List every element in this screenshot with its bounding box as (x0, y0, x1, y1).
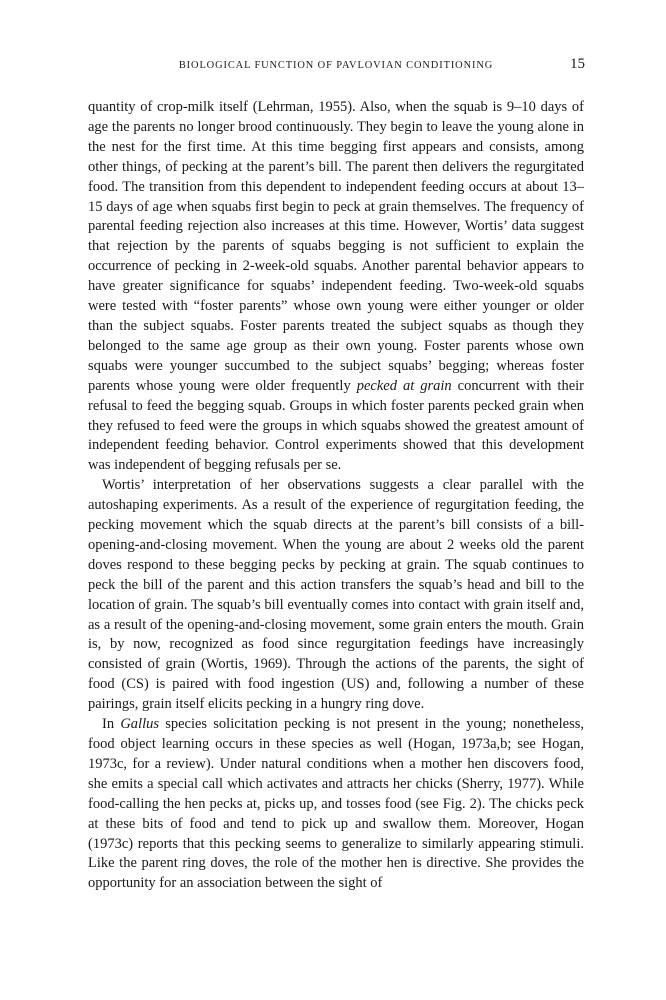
paragraph (88, 715, 584, 894)
italic-text-run: pecked at grain (356, 377, 452, 394)
text-run: quantity of crop-milk itself (Lehrman, 1955). Also, when the squab is 9–10 days of age the parents no longer brood continuously. They begin to leave the young alone in the nest for the first time. At this time begging first appears and consists, among other things, of pecking at the parent’s bill. The parent then delivers the regurgitated food. The transition from this dependent to independent feeding occurs at about 13–15 days of age when squabs first begin to peck at grain themselves. The frequency of parental feeding rejection also increases at this time. However, Wortis’ data suggest that rejection by the parents of squabs begging is not sufficient to explain the occurrence of pecking in 2-week-old squabs. Another parental behavior appears to have greater significance for squabs’ independent feeding. Two-week-old squabs were tested with “foster parents” whose own young were either younger or older than the subject squabs. Foster parents treated the subject squabs as though they belonged to the same age group as their own young. Foster parents whose own squabs were younger succumbed to the subject squabs’ begging; whereas foster parents whose young were older frequently (88, 99, 584, 394)
body-text (88, 98, 584, 894)
text-run: Wortis’ interpretation of her observations suggests a clear parallel with the autoshaping experiments. As a result of the experience of regurgitation feeding, the pecking movement which the squab directs at the parent’s bill consists of a bill-opening-and-closing movement. When the young are about 2 weeks old the parent doves respond to these begging pecks by pecking at grain. The squab continues to peck the bill of the parent and this action transfers the squab’s head and bill to the location of grain. The squab’s bill eventually comes into contact with grain itself and, as a result of the opening-and-closing movement, some grain enters the mouth. Grain is, by now, recognized as food since regurgitation feedings have increasingly consisted of grain (Wortis, 1969). Through the actions of the parents, the sight of food (CS) is paired with food ingestion (US) and, following a number of these pairings, grain itself elicits pecking in a hungry ring dove. (88, 477, 584, 713)
running-head (88, 58, 584, 80)
paragraph (88, 476, 584, 715)
paragraph (88, 98, 584, 476)
text-run: concurrent with their refusal to feed the begging squab. Groups in which foster parents pecked grain when they refused to feed were the groups in which squabs showed the greatest amount of independent feeding behavior. Control experiments showed that this development was independent of begging refusals per se. (88, 377, 584, 474)
running-head-title: BIOLOGICAL FUNCTION OF PAVLOVIAN CONDITIONING (178, 60, 494, 71)
italic-text-run: Gallus (120, 716, 159, 733)
text-run: species solicitation pecking is not present in the young; nonetheless, food object learning occurs in these species as well (Hogan, 1973a,b; see Hogan, 1973c, for a review). Under natural conditions when a mother hen discovers food, she emits a special call which activates and attracts her chicks (Sherry, 1977). While food-calling the hen pecks at, picks up, and tosses food (see Fig. 2). The chicks peck at these bits of food and tend to pick up and swallow them. Moreover, Hogan (1973c) reports that this pecking seems to generalize to similarly appearing stimuli. Like the parent ring doves, the role of the mother hen is directive. She provides the opportunity for an association between the sight of (88, 716, 584, 892)
book-page (88, 58, 584, 894)
text-run: In (102, 716, 121, 733)
page-number: 15 (570, 56, 585, 72)
